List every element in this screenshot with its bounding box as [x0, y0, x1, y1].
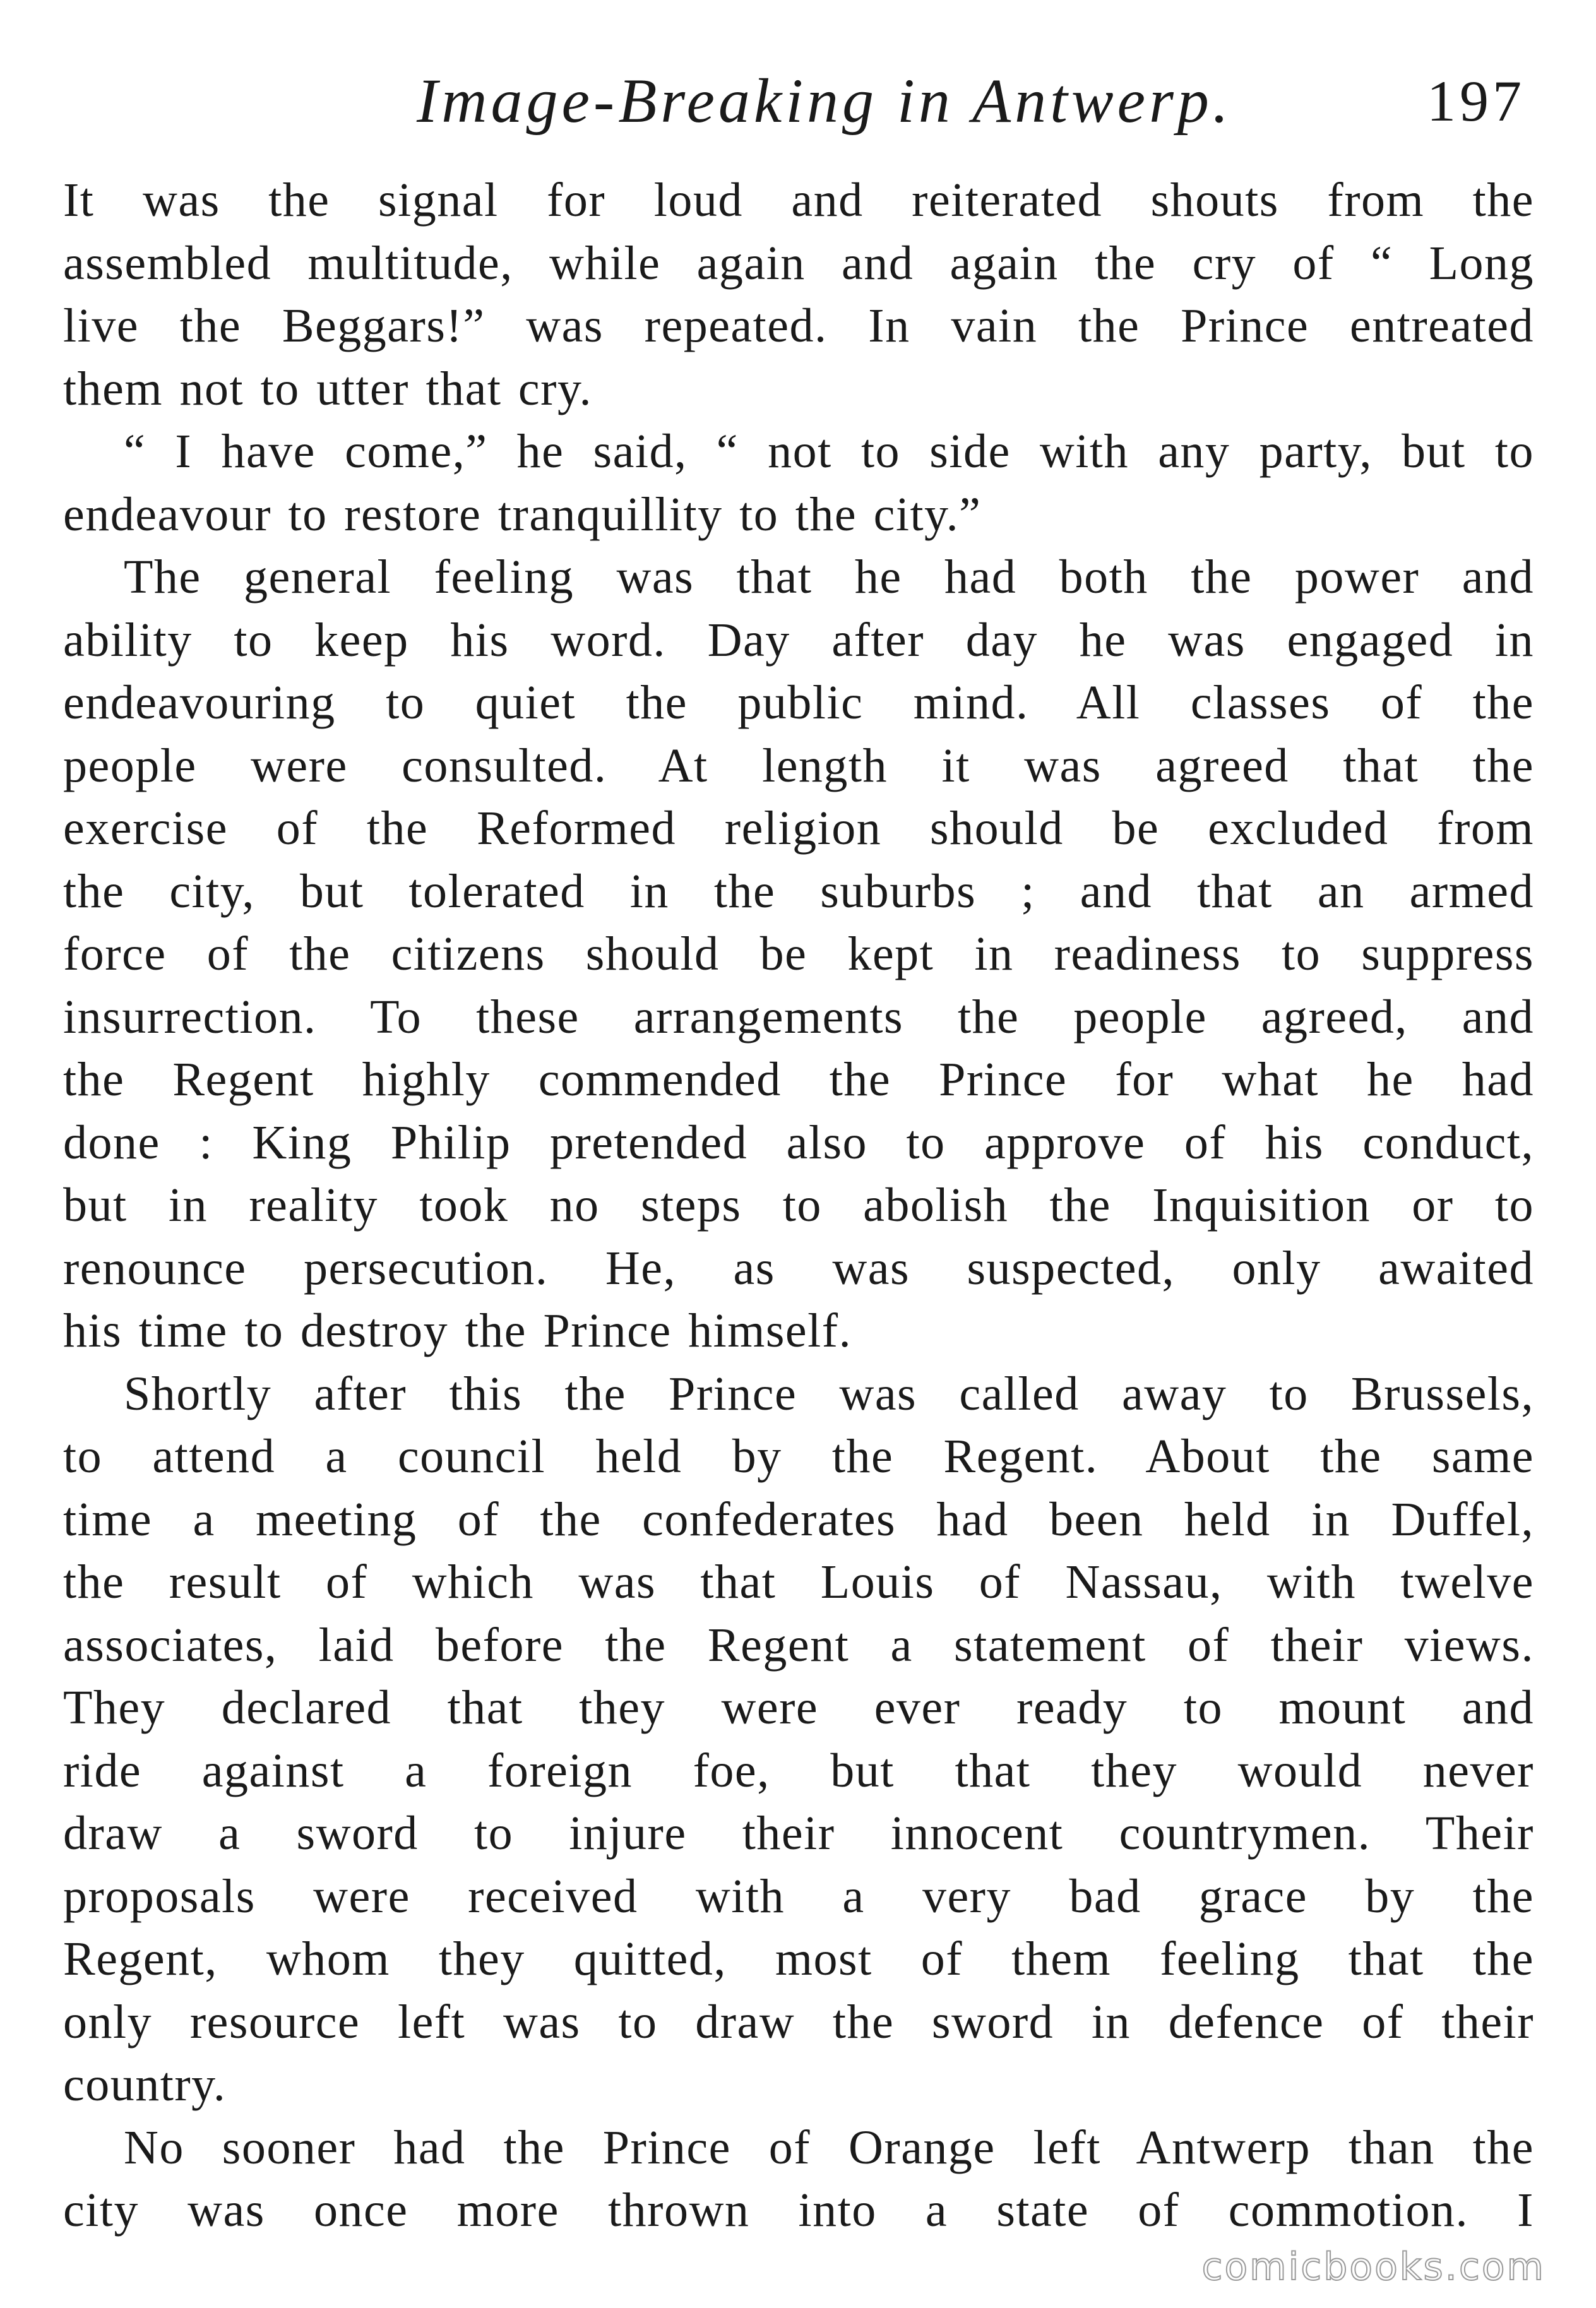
- text-line: to attend a council held by the Regent. About the same: [63, 1430, 1534, 1483]
- text-line: proposals were received with a very bad grace by the: [63, 1869, 1534, 1923]
- text-line: live the Beggars!” was repeated. In vain the Prince entreated: [63, 299, 1534, 352]
- text-line: but in reality took no steps to abolish the Inquisition or to: [63, 1179, 1534, 1232]
- text-line: ability to keep his word. Day after day he was engaged in: [63, 613, 1534, 667]
- text-line: his time to destroy the Prince himself.: [63, 1304, 852, 1357]
- text-line: country.: [63, 2058, 227, 2111]
- text-line: done : King Philip pretended also to approve of his conduct,: [63, 1115, 1534, 1169]
- text-line: exercise of the Reformed religion should be excluded from: [63, 802, 1534, 855]
- watermark-logo: comicbooks.com: [1201, 2245, 1545, 2289]
- text-line: the result of which was that Louis of Nassau, with twelve: [63, 1556, 1534, 1609]
- text-line: time a meeting of the confederates had been held in Duffel,: [63, 1492, 1534, 1546]
- paragraph: [63, 169, 1534, 420]
- body-text: [63, 169, 1534, 2242]
- text-line: only resource left was to draw the sword in defence of their: [63, 1995, 1534, 2049]
- text-line: people were consulted. At length it was agreed that the: [63, 739, 1534, 792]
- paragraph: [63, 2117, 1534, 2242]
- running-title: Image-Breaking in Antwerp.: [417, 66, 1232, 136]
- text-line: It was the signal for loud and reiterated shouts from the: [63, 174, 1534, 227]
- page-number: 197: [1427, 69, 1525, 133]
- text-line: Regent, whom they quitted, most of them feeling that the: [63, 1932, 1534, 1985]
- text-line: “ I have come,” he said, “ not to side with any party, but to: [124, 425, 1534, 478]
- text-line: ride against a foreign foe, but that they would never: [63, 1744, 1534, 1797]
- paragraph: [63, 546, 1534, 1363]
- text-line: endeavour to restore tranquillity to the city.”: [63, 487, 982, 541]
- text-line: force of the citizens should be kept in readiness to suppress: [63, 927, 1534, 980]
- paragraph: [63, 1363, 1534, 2117]
- text-line: endeavouring to quiet the public mind. All classes of the: [63, 676, 1534, 729]
- text-line: assembled multitude, while again and again the cry of “ Long: [63, 236, 1534, 290]
- paragraph: [63, 420, 1534, 546]
- page-header: [63, 63, 1533, 139]
- text-line: associates, laid before the Regent a statement of their views.: [63, 1618, 1534, 1672]
- text-line: The general feeling was that he had both the power and: [124, 550, 1534, 604]
- text-line: the Regent highly commended the Prince for what he had: [63, 1053, 1534, 1106]
- text-line: the city, but tolerated in the suburbs ; and that an armed: [63, 864, 1534, 918]
- text-line: They declared that they were ever ready to mount and: [63, 1681, 1534, 1734]
- text-line: No sooner had the Prince of Orange left Antwerp than the: [124, 2121, 1534, 2174]
- text-line: Shortly after this the Prince was called away to Brussels,: [124, 1367, 1534, 1420]
- text-line: them not to utter that cry.: [63, 362, 593, 415]
- text-line: renounce persecution. He, as was suspected, only awaited: [63, 1241, 1534, 1295]
- text-line: city was once more thrown into a state of commotion. I: [63, 2184, 1534, 2237]
- text-line: draw a sword to injure their innocent countrymen. Their: [63, 1807, 1534, 1860]
- text-line: insurrection. To these arrangements the people agreed, and: [63, 990, 1534, 1044]
